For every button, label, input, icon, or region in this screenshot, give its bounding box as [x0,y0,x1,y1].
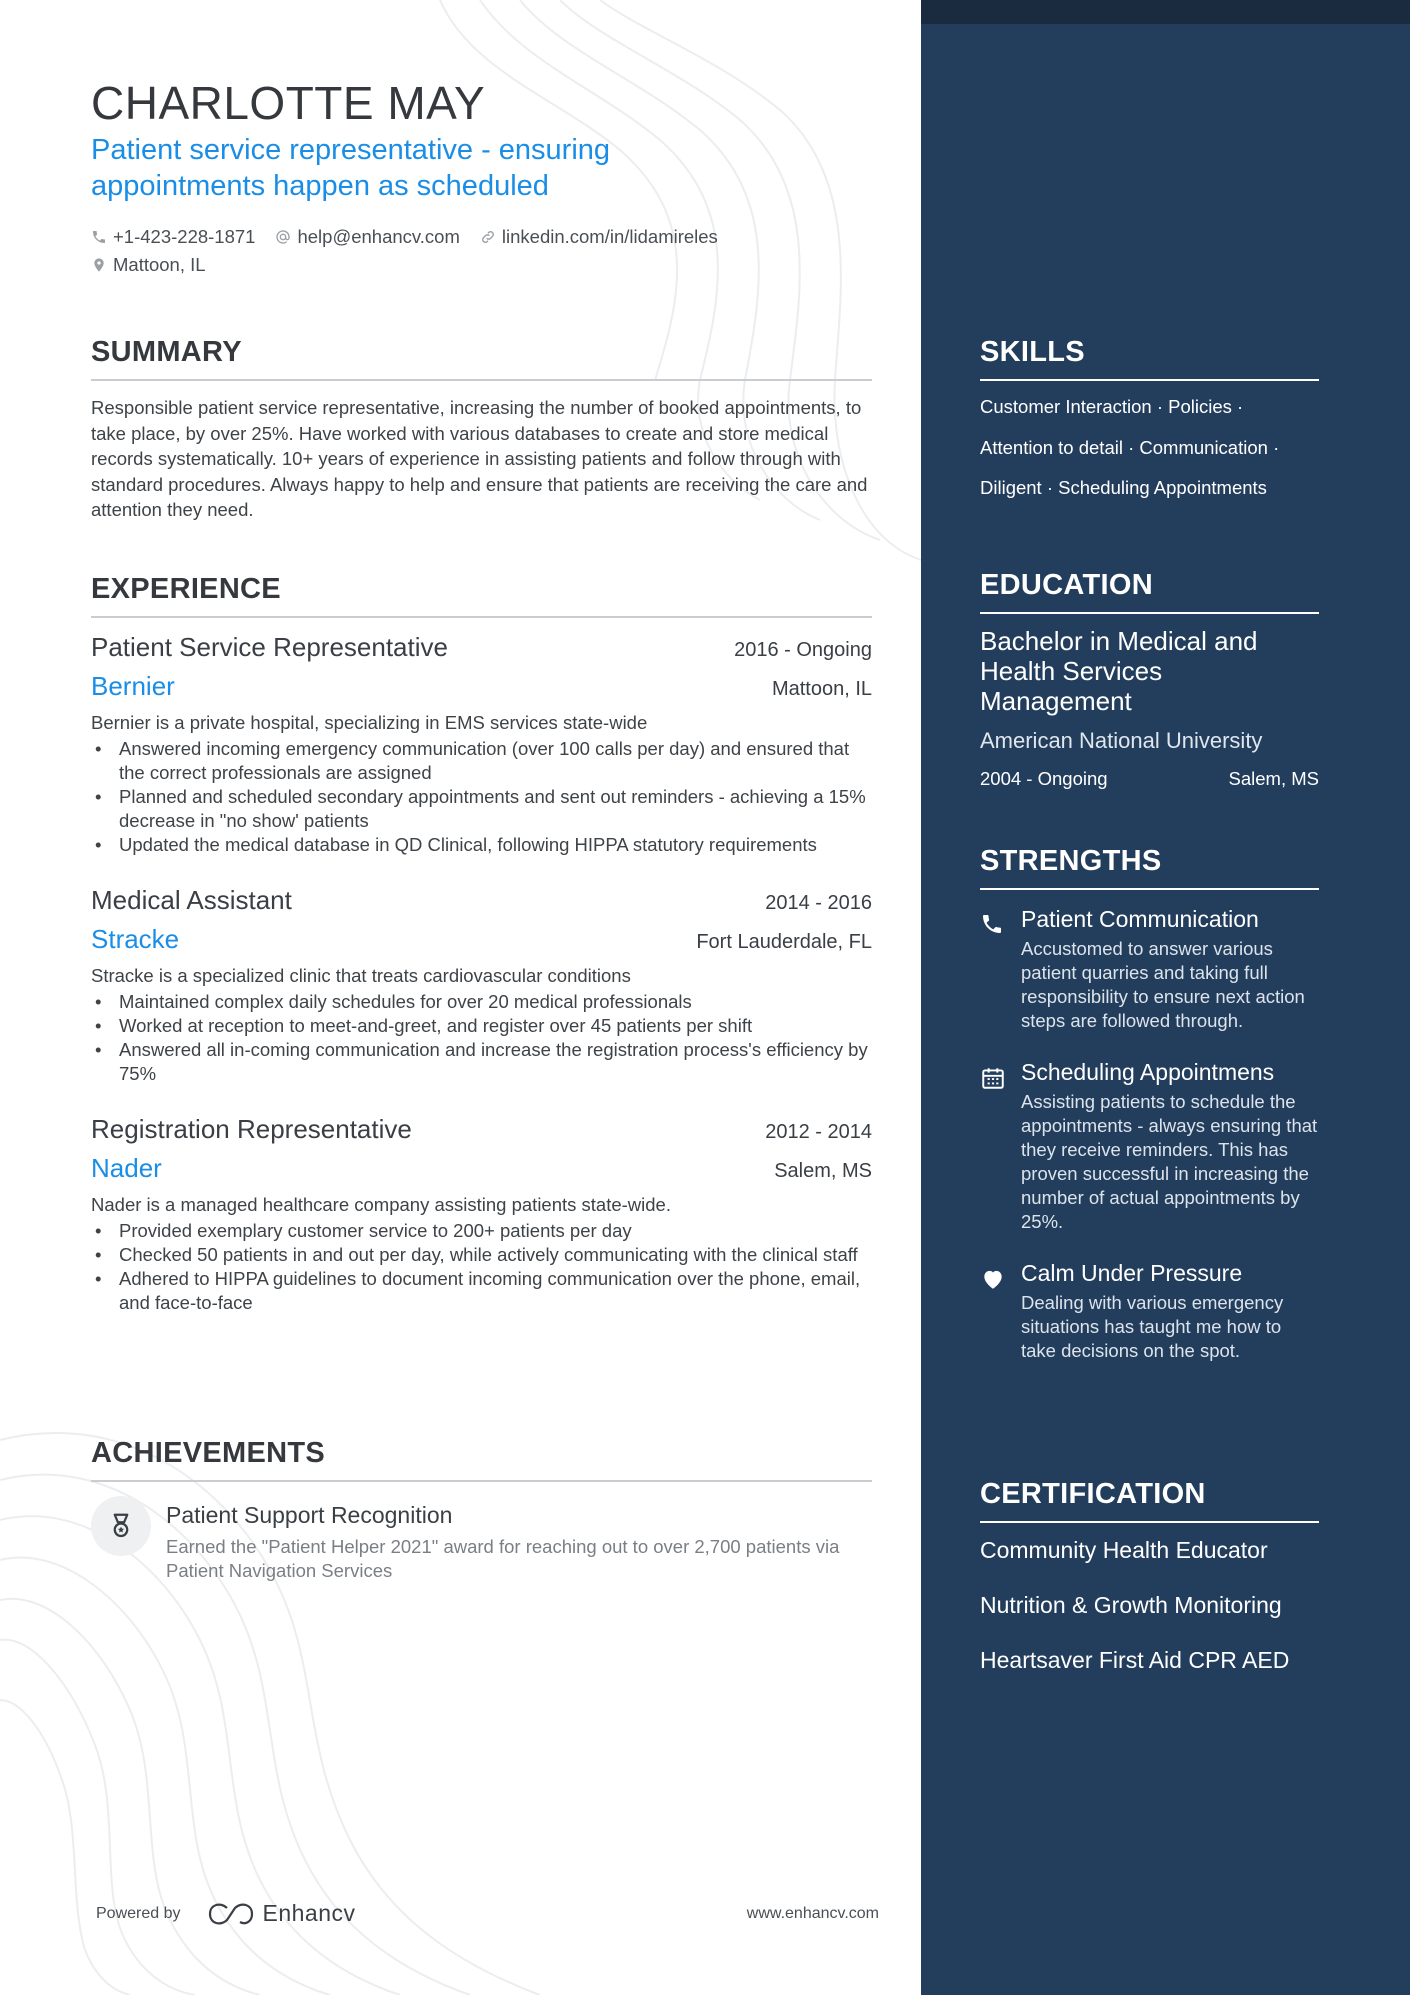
job-bullet: • Updated the medical database in QD Clinical, following HIPPA statutory requirements [91,833,872,857]
certification-section [980,1478,1319,1674]
sidebar [921,0,1410,1995]
contact-info [91,223,872,279]
summary-title: SUMMARY [91,336,872,381]
strength-item [980,1260,1319,1363]
summary-text: Responsible patient service representative, increasing the number of booked appointments, to take place, by over 25%. Have worked with various databases to create and store medical records systematically. 10+ years of experience in assisting patients and follow through with standard procedures. Always happy to help and ensure that patients are receiving the care and attention they need. [91,397,868,520]
job-bullets [91,1219,872,1315]
strength-title: Patient Communication [1021,906,1259,932]
job-bullet: • Answered all in-coming communication and increase the registration process's efficiency by 75% [91,1038,872,1086]
certification-item: Heartsaver First Aid CPR AED [980,1647,1290,1673]
skills-line: Diligent · Scheduling Appointments [980,477,1267,498]
calendar-icon [980,1065,1006,1091]
enhancv-logo-icon [207,1902,255,1926]
education-dates: 2004 - Ongoing [980,768,1108,789]
strength-description: Dealing with various emergency situations has taught me how to take decisions on the spot. [1021,1292,1284,1361]
education-location: Salem, MS [1228,768,1319,789]
achievement-title: Patient Support Recognition [166,1502,453,1528]
linkedin-text: linkedin.com/in/lidamireles [501,226,718,247]
skills-section [980,336,1319,509]
experience-title: EXPERIENCE [91,573,872,618]
location-text: Mattoon, IL [113,254,206,275]
sidebar-top-band [921,0,1410,24]
job-dates: 2016 - Ongoing [734,639,872,661]
footer [96,1900,879,1927]
job-bullets [91,990,872,1086]
strengths-title: STRENGTHS [980,845,1319,890]
job-location: Salem, MS [774,1160,872,1182]
job-dates: 2014 - 2016 [765,892,872,914]
achievement-description: Earned the "Patient Helper 2021" award for reaching out to over 2,700 patients via Patient Navigation Services [166,1536,840,1581]
phone-text: +1-423-228-1871 [113,226,256,247]
job-description: Stracke is a specialized clinic that treats cardiovascular conditions [91,965,631,986]
powered-by-label: Powered by [96,1904,181,1922]
certification-item: Nutrition & Growth Monitoring [980,1592,1282,1618]
medal-icon [91,1496,151,1556]
skills-title: SKILLS [980,336,1319,381]
strength-description: Accustomed to answer various patient quarries and taking full responsibility to ensure next action steps are followed through. [1021,938,1305,1031]
certification-title: CERTIFICATION [980,1478,1319,1523]
location-pin-icon [91,257,107,273]
job-title: Patient Service Representative [91,632,448,662]
skills-line: Customer Interaction · Policies · [980,396,1244,417]
education-section [980,569,1319,790]
job-bullet: • Checked 50 patients in and out per day, while actively communicating with the clinical staff [91,1243,872,1267]
strength-item [980,1059,1319,1234]
at-icon [275,229,291,245]
job-description: Nader is a managed healthcare company assisting patients state-wide. [91,1194,671,1215]
strength-title: Scheduling Appointmens [1021,1059,1275,1085]
job-dates: 2012 - 2014 [765,1121,872,1143]
job-location: Fort Lauderdale, FL [696,931,872,953]
enhancv-brand[interactable] [207,1900,356,1927]
phone-icon [91,229,107,245]
achievement-item [91,1496,872,1583]
achievements-title: ACHIEVEMENTS [91,1437,872,1482]
job-entry [91,1114,872,1315]
job-bullet: • Planned and scheduled secondary appointments and sent out reminders - achieving a 15% decrease in "no show' patients [91,785,872,833]
certification-item: Community Health Educator [980,1537,1268,1563]
job-bullets [91,737,872,857]
job-bullet: • Adhered to HIPPA guidelines to document incoming communication over the phone, email, and face-to-face [91,1267,872,1315]
candidate-name: CHARLOTTE MAY [91,77,486,129]
skills-list [980,387,1319,509]
heart-icon [980,1266,1006,1292]
powered-by [96,1900,356,1927]
job-bullet: • Provided exemplary customer service to 200+ patients per day [91,1219,872,1243]
strength-title: Calm Under Pressure [1021,1260,1243,1286]
location-contact [91,254,206,276]
education-title: EDUCATION [980,569,1319,614]
email-text: help@enhancv.com [297,226,460,247]
education-degree: Bachelor in Medical and Health Services Management [980,626,1258,716]
strength-description: Assisting patients to schedule the appointments - always ensuring that they receive reminders. This has proven successful in increasing the number of actual appointments by 25%. [1021,1091,1318,1232]
skills-line: Attention to detail · Communication · [980,436,1280,458]
achievements-section [91,1437,872,1583]
job-title: Registration Representative [91,1114,412,1144]
headline: Patient service representative - ensuring appointments happen as scheduled [91,134,611,202]
strengths-section [980,845,1319,1363]
summary-section [91,336,872,523]
linkedin-contact[interactable] [480,226,718,248]
education-school: American National University [980,728,1263,753]
job-title: Medical Assistant [91,885,292,915]
job-entry [91,885,872,1086]
job-entry [91,632,872,857]
job-company[interactable]: Nader [91,1153,162,1183]
job-bullet: • Answered incoming emergency communication (over 100 calls per day) and ensured that the correct professionals are assigned [91,737,872,785]
job-company[interactable]: Stracke [91,924,180,954]
job-location: Mattoon, IL [771,678,872,700]
job-company[interactable]: Bernier [91,671,175,701]
experience-section [91,573,872,1315]
strength-item [980,906,1319,1033]
link-icon [480,229,496,245]
email-contact[interactable] [275,226,459,248]
enhancv-brand-text: Enhancv [262,1900,356,1926]
job-bullet: • Worked at reception to meet-and-greet, and register over 45 patients per shift [91,1014,872,1038]
job-description: Bernier is a private hospital, specializing in EMS services state-wide [91,712,648,733]
phone-icon [980,912,1004,936]
job-bullet: • Maintained complex daily schedules for over 20 medical professionals [91,990,872,1014]
website-link[interactable]: www.enhancv.com [746,1904,879,1922]
phone-contact[interactable] [91,226,255,248]
